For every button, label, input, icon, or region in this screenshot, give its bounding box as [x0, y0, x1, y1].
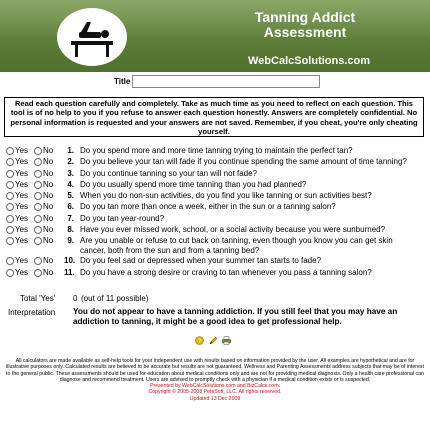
q7-no-radio[interactable] — [34, 215, 42, 223]
q8-number: 8. — [67, 225, 74, 235]
q6-no-label: No — [43, 202, 54, 212]
tanning-bed-icon — [57, 8, 127, 66]
question-row-1 — [4, 146, 426, 157]
question-list — [4, 146, 426, 279]
q11-no-label: No — [43, 267, 54, 277]
footer-disclaimer: All calculators are made available as self-help tools for your independent use with results based on information provided by the user. All examples are hypothetical and are for illustrative purposes only. Calculated results are believed to be accurate but results are not guaranteed. Wellness and Parenting Assessments address subjects that may be of interest to the general public. These assessments should be used for education about medical conditions only and are not for providing medical diagnosis. Only a health care professional can diagnose and recommend treatment. Users are advised to promptly check with a physician if a medical condition exists or is suspected. — [6, 358, 424, 383]
q6-number: 6. — [67, 202, 74, 212]
footer-presented-by[interactable]: Presented by WebCalcSolutions.com and BizCalcs.com. — [150, 383, 280, 390]
question-row-6 — [4, 202, 426, 213]
q4-text: Do you usually spend more time tanning than you had planned? — [80, 179, 307, 189]
title-label: Title — [114, 77, 131, 86]
q10-no-label: No — [43, 256, 54, 266]
q7-no-label: No — [43, 213, 54, 223]
footer — [4, 358, 426, 402]
question-row-3 — [4, 169, 426, 180]
footer-updated: Updated 13 Dec 2009 — [189, 395, 241, 402]
q3-yes-label: Yes — [15, 168, 29, 178]
q10-text: Do you feel sad or depressed when your summer tan starts to fade? — [80, 256, 322, 266]
question-row-4 — [4, 180, 426, 191]
q8-yes-label: Yes — [15, 225, 29, 235]
total-yes-value: 0 — [73, 294, 78, 303]
q4-yes-label: Yes — [15, 179, 29, 189]
q2-text: Do you believe your tan will fade if you continue spending the same amount of time tanning? — [80, 157, 407, 167]
q5-no-radio[interactable] — [34, 192, 42, 200]
q10-yes-label: Yes — [15, 256, 29, 266]
edit-icon[interactable] — [209, 336, 218, 345]
q8-yes-radio[interactable] — [6, 226, 14, 234]
q5-yes-radio[interactable] — [6, 192, 14, 200]
q10-number: 10. — [64, 256, 76, 266]
q9-yes-radio[interactable] — [6, 237, 14, 245]
question-row-8 — [4, 225, 426, 236]
q9-yes-label: Yes — [15, 236, 29, 246]
q11-text: Do you have a strong desire or craving to tan whenever you pass a tanning salon? — [80, 267, 372, 277]
q5-number: 5. — [67, 191, 74, 201]
svg-text:?: ? — [197, 339, 202, 345]
q4-number: 4. — [67, 179, 74, 189]
q6-yes-radio[interactable] — [6, 203, 14, 211]
help-icon[interactable] — [195, 336, 204, 345]
tanning-logo — [57, 8, 127, 66]
q6-no-radio[interactable] — [34, 203, 42, 211]
q5-text: When you do non-sun activities, do you find you like tanning or sun activities best? — [80, 191, 372, 201]
q10-yes-radio[interactable] — [6, 257, 14, 265]
q8-no-radio[interactable] — [34, 226, 42, 234]
q4-no-label: No — [43, 179, 54, 189]
interpretation-text: You do not appear to have a tanning addiction. If you still feel that you may have an addiction to tanning, it might be a good idea to get professional help. — [73, 307, 398, 326]
q4-yes-radio[interactable] — [6, 181, 14, 189]
site-name: WebCalcSolutions.com — [248, 55, 371, 67]
q11-yes-radio[interactable] — [6, 269, 14, 277]
title-input[interactable] — [132, 75, 320, 88]
q9-no-radio[interactable] — [34, 237, 42, 245]
q2-no-radio[interactable] — [34, 158, 42, 166]
footer-copyright: Copyright © 2005-2008 PeteSoft, LLC. All rights reserved. — [148, 389, 282, 396]
q3-no-radio[interactable] — [34, 170, 42, 178]
q1-yes-radio[interactable] — [6, 147, 14, 155]
q11-number: 11. — [64, 267, 75, 277]
title-row — [0, 74, 430, 90]
app-title: Tanning Addict Assessment — [254, 9, 356, 40]
header-banner — [0, 0, 430, 72]
q2-number: 2. — [67, 157, 74, 167]
instructions-box: Read each question carefully and completely. Take as much time as you need to reflect on each question. This tool is of no help to you if you refuse to answer each question honestly. Answers are completely confidential. No personal information is requested and your answers are not saved. Remember, if you cheat, you're only cheating yourself. — [4, 97, 424, 137]
q8-no-label: No — [43, 225, 54, 235]
q9-number: 9. — [67, 236, 74, 246]
print-icon[interactable] — [222, 336, 231, 345]
q1-number: 1. — [67, 146, 74, 155]
q7-number: 7. — [67, 213, 74, 223]
q7-text: Do you tan year-round? — [80, 213, 165, 223]
q11-no-radio[interactable] — [34, 269, 42, 277]
q9-text: Are you unable or refuse to cut back on tanning, even though you know you can get skin cancer, both from the sun and from a tanning bed? — [80, 236, 393, 256]
q1-no-label: No — [43, 146, 54, 155]
toolbar-icons — [195, 336, 235, 346]
q9-no-label: No — [43, 236, 54, 246]
q8-text: Have you ever missed work, school, or a social activity because you were sunburned? — [80, 225, 386, 235]
q3-no-label: No — [43, 168, 54, 178]
q1-no-radio[interactable] — [34, 147, 42, 155]
q3-number: 3. — [67, 168, 74, 178]
q3-yes-radio[interactable] — [6, 170, 14, 178]
q4-no-radio[interactable] — [34, 181, 42, 189]
q6-text: Do you tan more than once a week, either in the sun or a tanning salon? — [80, 202, 336, 212]
total-yes-label: Total 'Yes' — [20, 294, 56, 303]
question-row-2 — [4, 157, 426, 168]
q10-no-radio[interactable] — [34, 257, 42, 265]
question-row-11 — [4, 268, 426, 279]
question-row-5 — [4, 191, 426, 202]
q3-text: Do you continue tanning so your tan will not fade? — [80, 168, 258, 178]
question-row-10 — [4, 256, 426, 267]
q5-no-label: No — [43, 191, 54, 201]
total-yes-suffix: (out of 11 possible) — [81, 294, 149, 303]
q1-yes-label: Yes — [15, 146, 29, 155]
q5-yes-label: Yes — [15, 191, 29, 201]
q2-no-label: No — [43, 157, 54, 167]
question-row-9 — [4, 236, 426, 256]
question-row-7 — [4, 214, 426, 225]
q1-text: Do you spend more and more time tanning trying to maintain the perfect tan? — [80, 146, 353, 155]
q2-yes-label: Yes — [15, 157, 29, 167]
q7-yes-radio[interactable] — [6, 215, 14, 223]
q2-yes-radio[interactable] — [6, 158, 14, 166]
interpretation-label: Interpretation — [8, 308, 56, 317]
q7-yes-label: Yes — [15, 213, 29, 223]
q11-yes-label: Yes — [15, 267, 29, 277]
q6-yes-label: Yes — [15, 202, 29, 212]
